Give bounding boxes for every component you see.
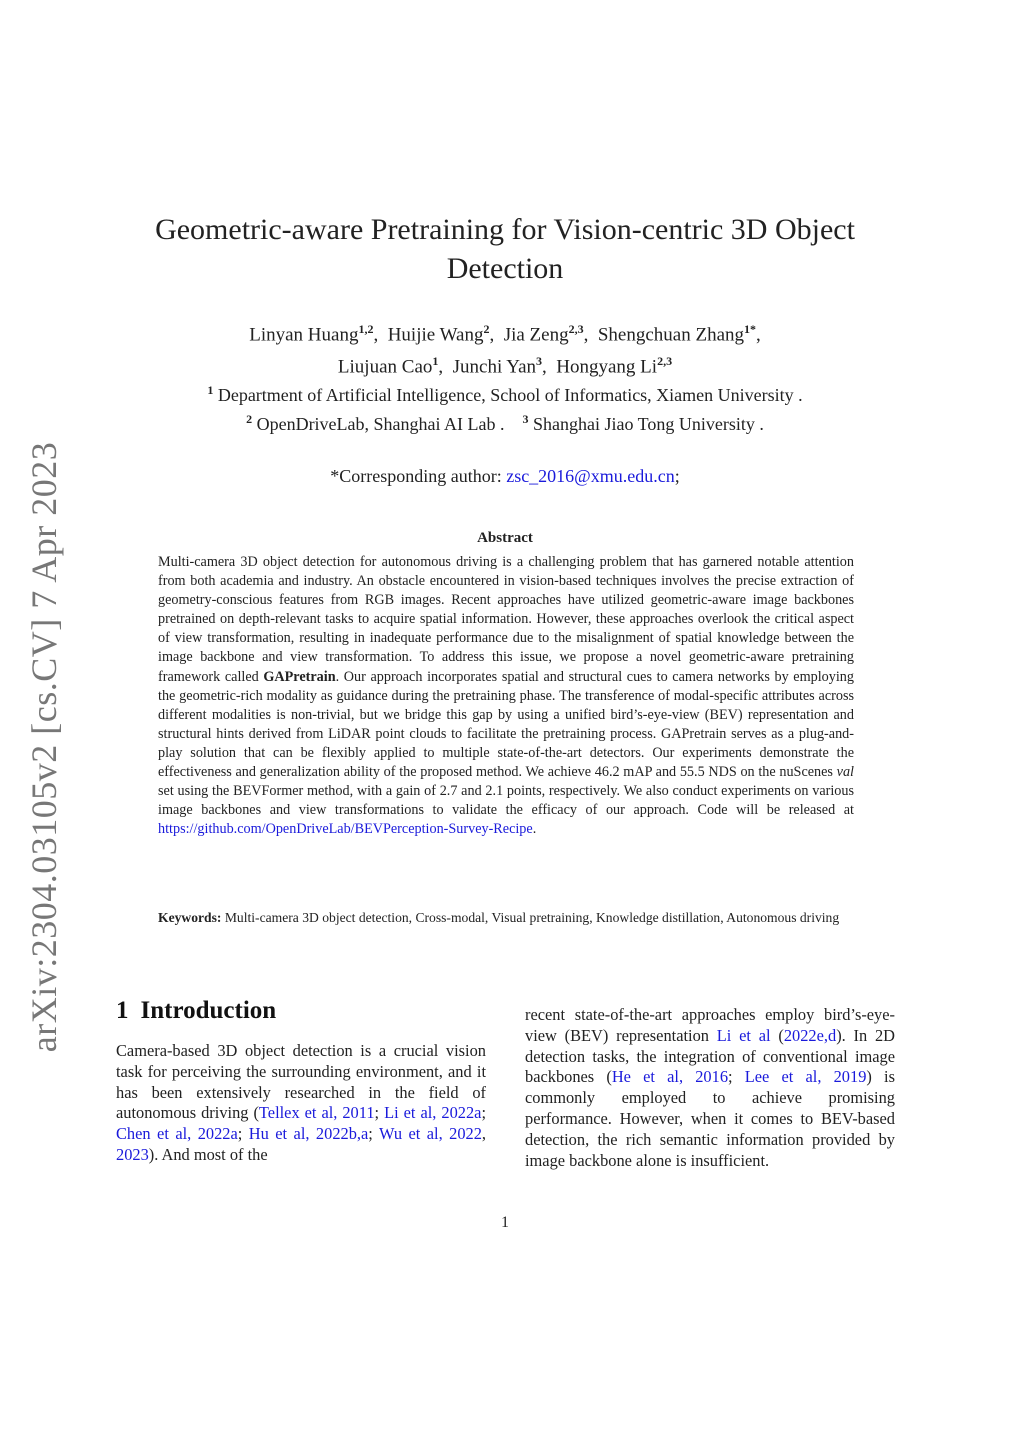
citation-separator: ( (770, 1025, 784, 1045)
author-affiliation-mark: 2,3 (657, 354, 673, 369)
citation-link[interactable]: Chen et al, 2022a (116, 1124, 238, 1144)
author-name: Linyan Huang (249, 324, 359, 346)
section-heading-introduction (116, 997, 486, 1025)
code-link[interactable]: https://github.com/OpenDriveLab/BEVPerception-Survey-Recipe (158, 821, 533, 838)
citation-separator: ; (374, 1103, 385, 1123)
citation-separator: ; (368, 1124, 379, 1144)
corresponding-author (120, 466, 890, 487)
abstract-text: set using the BEVFormer method, with a gain of 2.7 and 2.1 points, respectively. We also conduct experiments on various image backbones and view transformations to validate the efficacy of our approach. Code will be released at (158, 783, 854, 819)
citation-link[interactable]: Li et al, 2022a (384, 1103, 482, 1123)
author-name: Shengchuan Zhang (597, 324, 745, 346)
author-name: Jia Zeng (503, 324, 569, 346)
citation-link[interactable]: Hu et al, 2022b,a (248, 1124, 369, 1144)
citation-separator: ; (237, 1124, 249, 1144)
abstract-text: . (532, 821, 537, 838)
corresponding-suffix: ; (674, 466, 680, 486)
citation-link[interactable]: 2023 (116, 1144, 149, 1164)
keywords (158, 909, 854, 927)
body-text: ). In 2D detection tasks, the integration of conventional image backbones ( (525, 1025, 896, 1087)
abstract-heading: Abstract (477, 530, 533, 546)
email-link[interactable]: zsc_2016@xmu.edu.cn (506, 466, 675, 486)
affiliation-mark: 3 (522, 412, 529, 426)
affiliation-text: Department of Artificial Intelligence, School of Informatics, Xiamen University . (217, 385, 803, 405)
author-name: Junchi Yan (452, 356, 537, 378)
author-affiliation-mark: 1* (744, 322, 757, 336)
author-affiliation-mark: 3 (536, 354, 543, 369)
abstract-text: Multi-camera 3D object detection for autonomous driving is a challenging problem that has garnered notable attention from both academia and industry. An obstacle encountered in vision-based techniques involves the precise extraction of geometry-conscious features from RGB images. Recent approaches have utilized geometric-aware image backbones pretrained on depth-relevant tasks to acquire spatial information. However, these approaches overlook the critical aspect of view transformation, resulting in inadequate performance due to the misalignment of spatial knowledge between the image backbone and view transformation. To address this issue, we propose a novel geometric-aware pretraining framework called (158, 554, 854, 685)
keywords-text: Multi-camera 3D object detection, Cross-modal, Visual pretraining, Knowledge distillation, Autonomous driving (221, 910, 840, 925)
method-name: GAPretrain (263, 668, 336, 685)
author-affiliation-mark: 2 (483, 322, 490, 336)
author-affiliation-mark: 1,2 (358, 322, 374, 336)
citation-link[interactable]: Lee et al, 2019 (744, 1067, 867, 1087)
abstract-body (158, 553, 854, 839)
author-name: Liujuan Cao (337, 356, 433, 378)
citation-link[interactable]: He et al, 2016 (611, 1067, 729, 1087)
citation-separator: ; (728, 1067, 745, 1087)
citation-link[interactable]: Tellex et al, 2011 (258, 1103, 375, 1123)
paper-title: Geometric-aware Pretraining for Vision-centric 3D Object Detection (155, 213, 855, 285)
section-number: 1 (116, 997, 129, 1024)
author-affiliation-mark: 2,3 (568, 322, 584, 336)
affiliation-text: OpenDriveLab, Shanghai AI Lab . (256, 414, 505, 434)
body-text: ). And most of the (148, 1144, 268, 1164)
citation-link[interactable]: 2022e,d (783, 1025, 837, 1045)
affiliation-mark: 1 (207, 383, 214, 397)
citation-separator: , (481, 1124, 487, 1144)
page-number: 1 (501, 1214, 509, 1231)
section-title: Introduction (140, 997, 277, 1024)
author-list: Linyan Huang$^{1,2}$, Huijie Wang$^2$, Jia Zeng$^{2,3}$, Shengchuan Zhang$^{1*}$, Liujuan Cao$^1$, Junchi Yan$^3$, Hongyang Li$^{2,3}$ (249, 322, 761, 378)
intro-left-column (116, 1041, 486, 1166)
citation-link[interactable]: Li et al (716, 1025, 771, 1045)
citation-separator: ; (481, 1103, 486, 1123)
author-name: Huijie Wang (387, 324, 484, 346)
abstract-text: . Our approach incorporates spatial and structural cues to camera networks by employing the geometric-rich modality as guidance during the pretraining phase. The transference of modal-specific attributes across different modalities is non-trivial, but we bridge this gap by using a unified bird’s-eye-view (BEV) representation and structural hints derived from LiDAR point clouds to facilitate the pretraining process. GAPretrain serves as a plug-and-play solution that can be flexibly applied to multiple state-of-the-art detectors. Our experiments demonstrate the effectiveness and generalization ability of the proposed method. We achieve 46.2 mAP and 55.5 NDS on the nuScenes (158, 668, 854, 781)
val-split: val (836, 764, 854, 781)
intro-right-column (525, 1005, 895, 1171)
affiliation-mark: 2 (246, 412, 253, 426)
affiliation-text: Shanghai Jiao Tong University . (533, 414, 764, 434)
citation-link[interactable]: Wu et al, 2022 (379, 1124, 482, 1144)
affiliation-list (120, 378, 890, 436)
keywords-label: Keywords: (158, 910, 222, 925)
arxiv-identifier (12, 441, 76, 1053)
author-name: Hongyang Li (556, 356, 658, 378)
body-text: Camera-based 3D object detection is a crucial vision task for perceiving the surrounding environment, and it has been extensively researched in the field of autonomous driving ( (116, 1041, 486, 1123)
corresponding-label: *Corresponding author: (330, 466, 507, 486)
author-affiliation-mark: 1 (432, 354, 439, 369)
body-text: ) is commonly employed to achieve promising performance. However, when it comes to BEV-based detection, the rich semantic information provided by image backbone alone is insufficient. (525, 1067, 895, 1170)
arxiv-identifier-text: arXiv:2304.03105v2 [cs.CV] 7 Apr 2023 (24, 441, 65, 1053)
body-text: recent state-of-the-art approaches employ bird’s-eye-view (BEV) representation (525, 1005, 895, 1045)
